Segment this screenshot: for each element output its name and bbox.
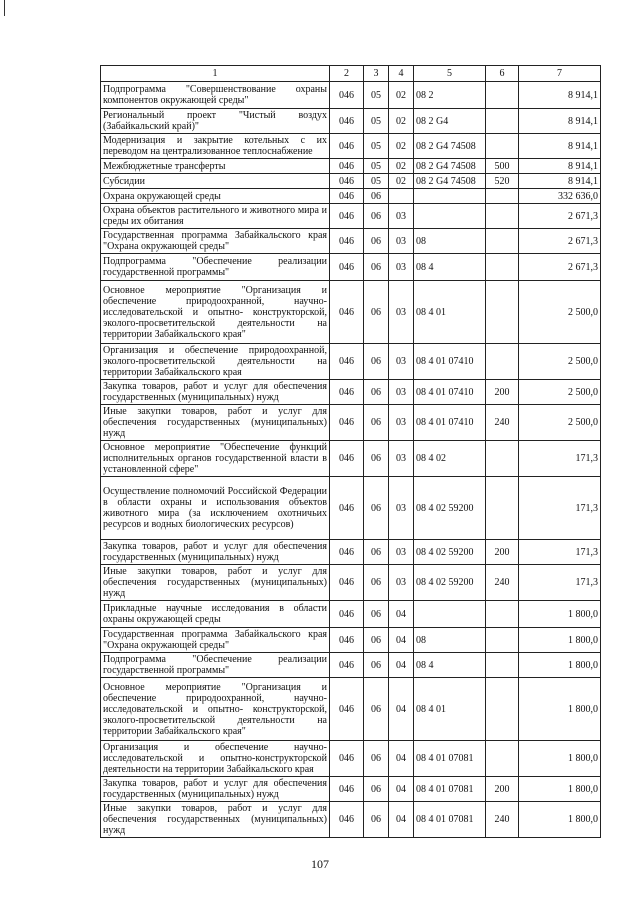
section-code: 06 bbox=[364, 405, 389, 441]
table-row bbox=[101, 653, 601, 678]
expense-type-code: 200 bbox=[486, 380, 519, 405]
expense-type-code bbox=[486, 628, 519, 653]
row-name: Прикладные научные исследования в области охраны окружающей среды bbox=[101, 601, 330, 628]
target-article-code bbox=[414, 601, 486, 628]
subsection-code: 02 bbox=[389, 159, 414, 174]
section-code: 06 bbox=[364, 204, 389, 229]
section-code: 06 bbox=[364, 601, 389, 628]
ministry-code: 046 bbox=[330, 477, 364, 540]
row-name: Региональный проект "Чистый воздух (Забайкальский край)" bbox=[101, 109, 330, 134]
row-name: Подпрограмма "Обеспечение реализации государственной программы" bbox=[101, 254, 330, 281]
ministry-code: 046 bbox=[330, 344, 364, 380]
row-name: Основное мероприятие "Обеспечение функций исполнительных органов государственной власти в установленной сфере" bbox=[101, 441, 330, 477]
amount: 171,3 bbox=[519, 565, 601, 601]
row-name: Охрана объектов растительного и животного мира и среды их обитания bbox=[101, 204, 330, 229]
ministry-code: 046 bbox=[330, 653, 364, 678]
amount: 2 500,0 bbox=[519, 405, 601, 441]
section-code: 05 bbox=[364, 82, 389, 109]
table-row bbox=[101, 441, 601, 477]
section-code: 06 bbox=[364, 741, 389, 777]
amount: 8 914,1 bbox=[519, 82, 601, 109]
target-article-code: 08 bbox=[414, 628, 486, 653]
budget-table bbox=[100, 65, 601, 838]
table-row bbox=[101, 601, 601, 628]
amount: 171,3 bbox=[519, 540, 601, 565]
table-row bbox=[101, 777, 601, 802]
target-article-code bbox=[414, 189, 486, 204]
target-article-code: 08 4 02 59200 bbox=[414, 540, 486, 565]
section-code: 05 bbox=[364, 159, 389, 174]
row-name: Подпрограмма "Совершенствование охраны компонентов окружающей среды" bbox=[101, 82, 330, 109]
section-code: 06 bbox=[364, 254, 389, 281]
expense-type-code bbox=[486, 678, 519, 741]
target-article-code: 08 2 bbox=[414, 82, 486, 109]
table-row bbox=[101, 254, 601, 281]
target-article-code: 08 4 02 59200 bbox=[414, 477, 486, 540]
amount: 171,3 bbox=[519, 477, 601, 540]
subsection-code: 03 bbox=[389, 229, 414, 254]
expense-type-code bbox=[486, 477, 519, 540]
table-row bbox=[101, 477, 601, 540]
amount: 2 500,0 bbox=[519, 344, 601, 380]
row-name: Закупка товаров, работ и услуг для обеспечения государственных (муниципальных) нужд bbox=[101, 540, 330, 565]
ministry-code: 046 bbox=[330, 802, 364, 838]
ministry-code: 046 bbox=[330, 628, 364, 653]
target-article-code: 08 4 bbox=[414, 653, 486, 678]
target-article-code: 08 4 02 59200 bbox=[414, 565, 486, 601]
column-number: 2 bbox=[330, 66, 364, 82]
table-row bbox=[101, 344, 601, 380]
table-row bbox=[101, 678, 601, 741]
target-article-code: 08 bbox=[414, 229, 486, 254]
column-number: 4 bbox=[389, 66, 414, 82]
amount: 1 800,0 bbox=[519, 777, 601, 802]
table-row bbox=[101, 204, 601, 229]
expense-type-code bbox=[486, 653, 519, 678]
amount: 1 800,0 bbox=[519, 802, 601, 838]
target-article-code: 08 2 G4 74508 bbox=[414, 174, 486, 189]
amount: 1 800,0 bbox=[519, 601, 601, 628]
section-code: 06 bbox=[364, 565, 389, 601]
subsection-code: 03 bbox=[389, 477, 414, 540]
subsection-code: 02 bbox=[389, 134, 414, 159]
target-article-code: 08 4 01 07410 bbox=[414, 380, 486, 405]
row-name: Закупка товаров, работ и услуг для обеспечения государственных (муниципальных) нужд bbox=[101, 380, 330, 405]
table-row bbox=[101, 229, 601, 254]
subsection-code: 03 bbox=[389, 254, 414, 281]
table-row bbox=[101, 109, 601, 134]
subsection-code: 04 bbox=[389, 802, 414, 838]
table-row bbox=[101, 189, 601, 204]
expense-type-code bbox=[486, 109, 519, 134]
row-name: Иные закупки товаров, работ и услуг для обеспечения государственных (муниципальных) нужд bbox=[101, 565, 330, 601]
target-article-code: 08 4 bbox=[414, 254, 486, 281]
target-article-code: 08 2 G4 74508 bbox=[414, 134, 486, 159]
target-article-code: 08 4 02 bbox=[414, 441, 486, 477]
section-code: 05 bbox=[364, 109, 389, 134]
row-name: Организация и обеспечение научно-исследовательской и опытно-конструкторской деятельности на территории Забайкальского края bbox=[101, 741, 330, 777]
amount: 2 671,3 bbox=[519, 254, 601, 281]
amount: 8 914,1 bbox=[519, 134, 601, 159]
subsection-code: 02 bbox=[389, 82, 414, 109]
table-row bbox=[101, 82, 601, 109]
expense-type-code: 500 bbox=[486, 159, 519, 174]
subsection-code: 04 bbox=[389, 628, 414, 653]
expense-type-code: 240 bbox=[486, 802, 519, 838]
target-article-code: 08 4 01 bbox=[414, 678, 486, 741]
section-code: 06 bbox=[364, 628, 389, 653]
section-code: 06 bbox=[364, 344, 389, 380]
section-code: 06 bbox=[364, 189, 389, 204]
column-number: 6 bbox=[486, 66, 519, 82]
expense-type-code bbox=[486, 281, 519, 344]
subsection-code: 02 bbox=[389, 174, 414, 189]
ministry-code: 046 bbox=[330, 777, 364, 802]
ministry-code: 046 bbox=[330, 109, 364, 134]
ministry-code: 046 bbox=[330, 159, 364, 174]
ministry-code: 046 bbox=[330, 254, 364, 281]
expense-type-code bbox=[486, 134, 519, 159]
table-row bbox=[101, 174, 601, 189]
expense-type-code bbox=[486, 441, 519, 477]
ministry-code: 046 bbox=[330, 405, 364, 441]
ministry-code: 046 bbox=[330, 565, 364, 601]
target-article-code: 08 4 01 07081 bbox=[414, 802, 486, 838]
table-row bbox=[101, 802, 601, 838]
row-name: Подпрограмма "Обеспечение реализации государственной программы" bbox=[101, 653, 330, 678]
subsection-code: 03 bbox=[389, 540, 414, 565]
column-number: 7 bbox=[519, 66, 601, 82]
subsection-code: 04 bbox=[389, 653, 414, 678]
subsection-code: 04 bbox=[389, 741, 414, 777]
amount: 1 800,0 bbox=[519, 653, 601, 678]
amount: 332 636,0 bbox=[519, 189, 601, 204]
row-name: Организация и обеспечение природоохранной, эколого-просветительской деятельности на территории Забайкальского края bbox=[101, 344, 330, 380]
section-code: 06 bbox=[364, 777, 389, 802]
row-name: Иные закупки товаров, работ и услуг для обеспечения государственных (муниципальных) нужд bbox=[101, 802, 330, 838]
expense-type-code bbox=[486, 601, 519, 628]
section-code: 06 bbox=[364, 477, 389, 540]
column-number: 1 bbox=[101, 66, 330, 82]
section-code: 06 bbox=[364, 441, 389, 477]
ministry-code: 046 bbox=[330, 174, 364, 189]
ministry-code: 046 bbox=[330, 281, 364, 344]
subsection-code: 04 bbox=[389, 601, 414, 628]
subsection-code: 04 bbox=[389, 777, 414, 802]
amount: 8 914,1 bbox=[519, 174, 601, 189]
row-name: Субсидии bbox=[101, 174, 330, 189]
column-number: 5 bbox=[414, 66, 486, 82]
expense-type-code bbox=[486, 189, 519, 204]
section-code: 06 bbox=[364, 540, 389, 565]
expense-type-code: 240 bbox=[486, 565, 519, 601]
subsection-code: 03 bbox=[389, 204, 414, 229]
expense-type-code: 200 bbox=[486, 777, 519, 802]
ministry-code: 046 bbox=[330, 441, 364, 477]
ministry-code: 046 bbox=[330, 741, 364, 777]
expense-type-code bbox=[486, 741, 519, 777]
subsection-code: 03 bbox=[389, 281, 414, 344]
section-code: 06 bbox=[364, 802, 389, 838]
row-name: Государственная программа Забайкальского края "Охрана окружающей среды" bbox=[101, 229, 330, 254]
section-code: 06 bbox=[364, 653, 389, 678]
subsection-code: 03 bbox=[389, 344, 414, 380]
table-row bbox=[101, 540, 601, 565]
expense-type-code: 200 bbox=[486, 540, 519, 565]
page-number: 107 bbox=[311, 857, 329, 871]
row-name: Государственная программа Забайкальского края "Охрана окружающей среды" bbox=[101, 628, 330, 653]
target-article-code: 08 4 01 07410 bbox=[414, 405, 486, 441]
table-row bbox=[101, 565, 601, 601]
subsection-code: 03 bbox=[389, 565, 414, 601]
ministry-code: 046 bbox=[330, 82, 364, 109]
target-article-code: 08 4 01 07410 bbox=[414, 344, 486, 380]
column-number: 3 bbox=[364, 66, 389, 82]
section-code: 06 bbox=[364, 229, 389, 254]
ministry-code: 046 bbox=[330, 380, 364, 405]
table-row bbox=[101, 134, 601, 159]
section-code: 06 bbox=[364, 678, 389, 741]
row-name: Основное мероприятие "Организация и обеспечение природоохранной, научно-исследовательской и опытно- конструкторской, эколого-просветительской деятельности на территории Забайкальского края" bbox=[101, 281, 330, 344]
expense-type-code bbox=[486, 254, 519, 281]
target-article-code: 08 4 01 bbox=[414, 281, 486, 344]
row-name: Осуществление полномочий Российской Федерации в области охраны и использования объектов животного мира (за исключением охотничьих ресурсов и водных биологических ресурсов) bbox=[101, 477, 330, 540]
section-code: 06 bbox=[364, 380, 389, 405]
amount: 1 800,0 bbox=[519, 678, 601, 741]
expense-type-code bbox=[486, 344, 519, 380]
subsection-code bbox=[389, 189, 414, 204]
table-row bbox=[101, 628, 601, 653]
subsection-code: 03 bbox=[389, 405, 414, 441]
amount: 2 671,3 bbox=[519, 229, 601, 254]
section-code: 05 bbox=[364, 174, 389, 189]
section-code: 05 bbox=[364, 134, 389, 159]
subsection-code: 02 bbox=[389, 109, 414, 134]
table-row bbox=[101, 281, 601, 344]
target-article-code: 08 2 G4 bbox=[414, 109, 486, 134]
subsection-code: 04 bbox=[389, 678, 414, 741]
amount: 1 800,0 bbox=[519, 741, 601, 777]
expense-type-code bbox=[486, 229, 519, 254]
amount: 2 500,0 bbox=[519, 380, 601, 405]
subsection-code: 03 bbox=[389, 380, 414, 405]
amount: 2 671,3 bbox=[519, 204, 601, 229]
ministry-code: 046 bbox=[330, 204, 364, 229]
amount: 2 500,0 bbox=[519, 281, 601, 344]
section-code: 06 bbox=[364, 281, 389, 344]
amount: 171,3 bbox=[519, 441, 601, 477]
ministry-code: 046 bbox=[330, 540, 364, 565]
row-name: Модернизация и закрытие котельных с их переводом на централизованное теплоснабжение bbox=[101, 134, 330, 159]
ministry-code: 046 bbox=[330, 229, 364, 254]
target-article-code: 08 2 G4 74508 bbox=[414, 159, 486, 174]
column-number-row bbox=[101, 66, 601, 82]
table-row bbox=[101, 159, 601, 174]
subsection-code: 03 bbox=[389, 441, 414, 477]
amount: 1 800,0 bbox=[519, 628, 601, 653]
table-row bbox=[101, 405, 601, 441]
expense-type-code: 240 bbox=[486, 405, 519, 441]
row-name: Иные закупки товаров, работ и услуг для обеспечения государственных (муниципальных) нужд bbox=[101, 405, 330, 441]
scan-edge-mark bbox=[4, 0, 5, 16]
ministry-code: 046 bbox=[330, 678, 364, 741]
amount: 8 914,1 bbox=[519, 109, 601, 134]
target-article-code bbox=[414, 204, 486, 229]
row-name: Межбюджетные трансферты bbox=[101, 159, 330, 174]
row-name: Закупка товаров, работ и услуг для обеспечения государственных (муниципальных) нужд bbox=[101, 777, 330, 802]
row-name: Охрана окружающей среды bbox=[101, 189, 330, 204]
amount: 8 914,1 bbox=[519, 159, 601, 174]
target-article-code: 08 4 01 07081 bbox=[414, 741, 486, 777]
ministry-code: 046 bbox=[330, 601, 364, 628]
expense-type-code bbox=[486, 204, 519, 229]
table-row bbox=[101, 741, 601, 777]
ministry-code: 046 bbox=[330, 189, 364, 204]
table-row bbox=[101, 380, 601, 405]
expense-type-code bbox=[486, 82, 519, 109]
expense-type-code: 520 bbox=[486, 174, 519, 189]
row-name: Основное мероприятие "Организация и обеспечение природоохранной, научно-исследовательской и опытно- конструкторской, эколого-просветительской деятельности на территории Забайкальского края" bbox=[101, 678, 330, 741]
ministry-code: 046 bbox=[330, 134, 364, 159]
target-article-code: 08 4 01 07081 bbox=[414, 777, 486, 802]
